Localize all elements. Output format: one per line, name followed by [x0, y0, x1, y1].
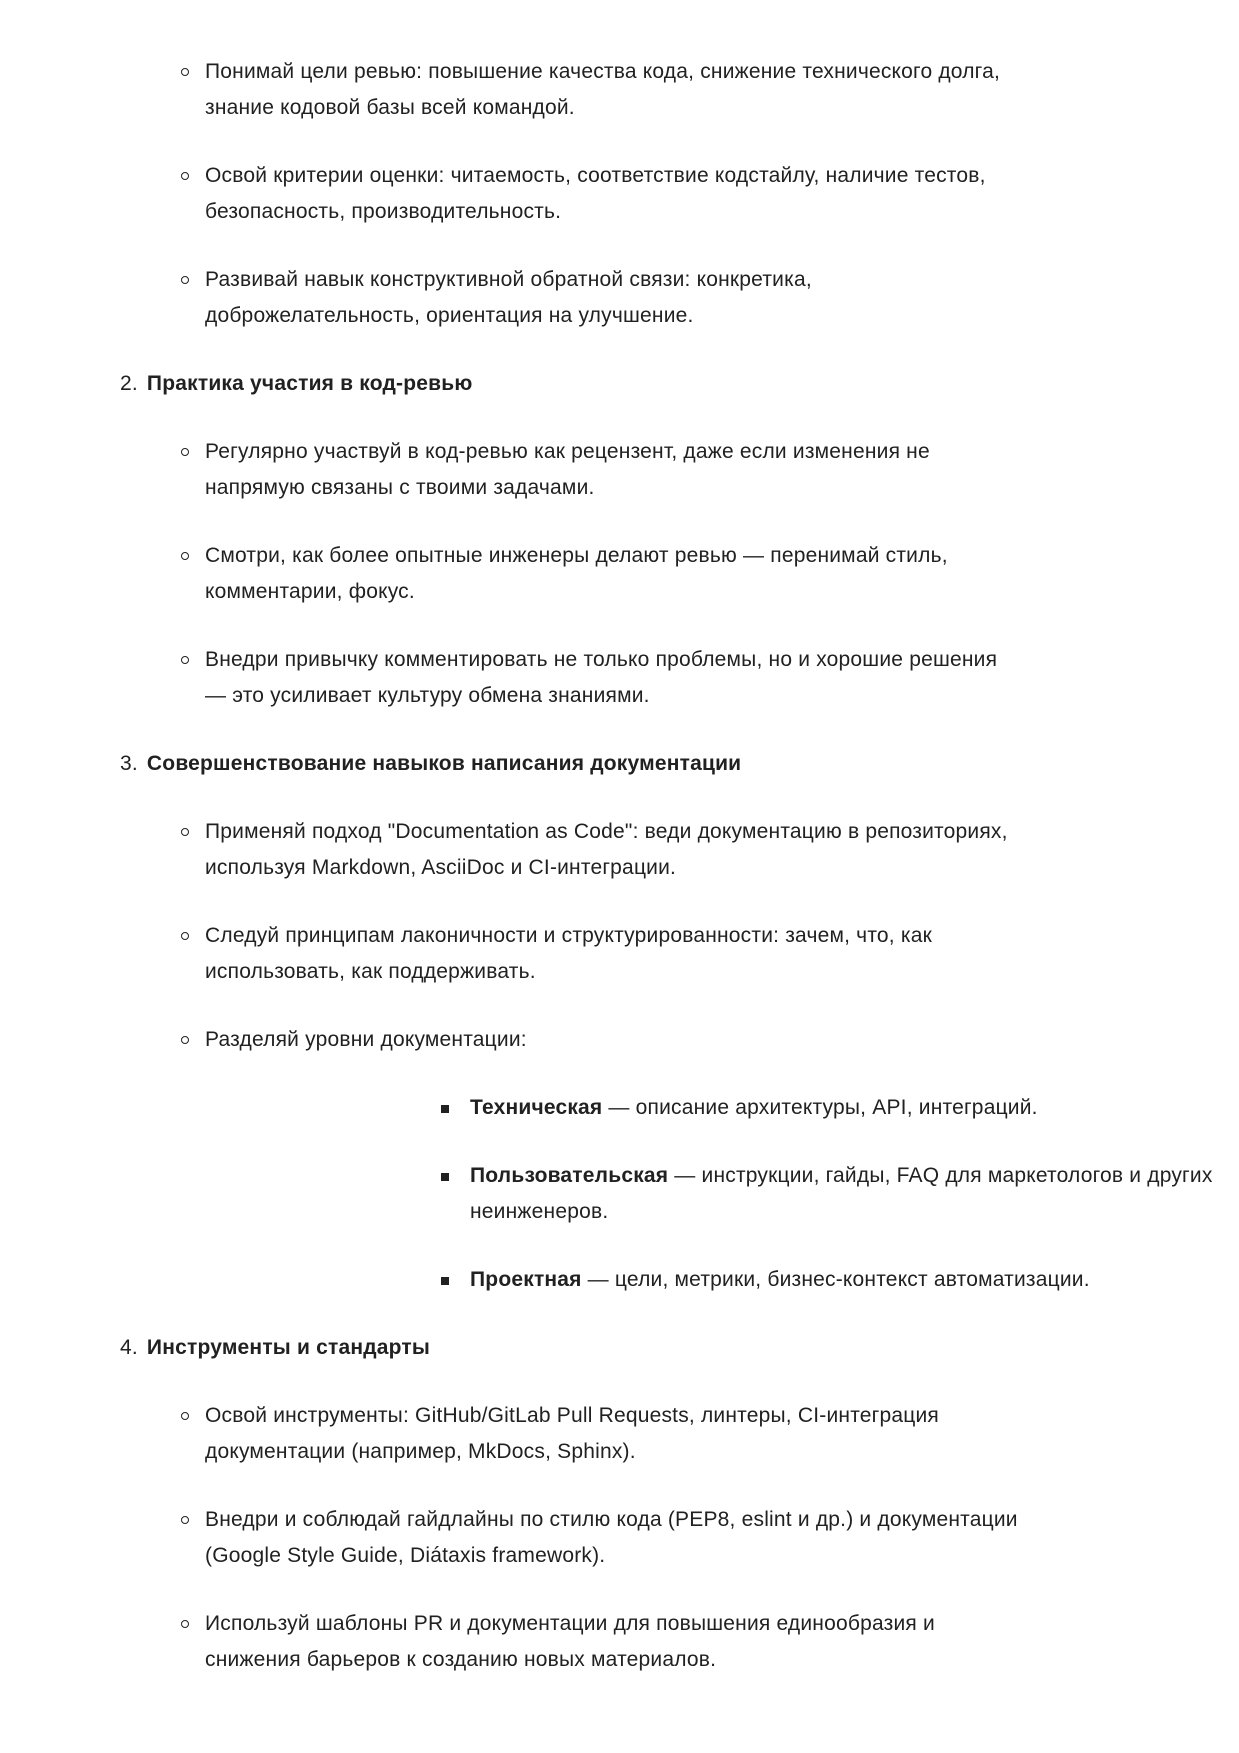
- term-description: — цели, метрики, бизнес-контекст автоматизации.: [581, 1268, 1090, 1291]
- text-line: Следуй принципам лаконичности и структурированности: зачем, что, как: [205, 924, 932, 947]
- text-line: использовать, как поддерживать.: [205, 960, 536, 983]
- text-line: Применяй подход "Documentation as Code": веди документацию в репозиториях,: [205, 820, 1008, 843]
- text-line: Внедри и соблюдай гайдлайны по стилю кода (PEP8, eslint и др.) и документации: [205, 1508, 1018, 1531]
- text-line: документации (например, MkDocs, Sphinx).: [205, 1440, 636, 1463]
- circle-bullet-icon: [181, 1412, 189, 1420]
- text-line: Освой критерии оценки: читаемость, соответствие кодстайлу, наличие тестов,: [205, 164, 986, 187]
- text-line: комментарии, фокус.: [205, 580, 415, 603]
- bullet-text: [205, 642, 1239, 714]
- bullet-text: [205, 538, 1239, 610]
- list-item: [0, 1606, 1239, 1678]
- text-line: [470, 1158, 1239, 1194]
- circle-bullet-icon: [181, 1620, 189, 1628]
- term-description: — инструкции, гайды, FAQ для маркетологов и других: [668, 1164, 1213, 1187]
- list-item: [0, 1502, 1239, 1574]
- section-number: 4.: [120, 1336, 138, 1359]
- list-item: [0, 54, 1239, 126]
- text-line: неинженеров.: [470, 1200, 609, 1223]
- text-line: напрямую связаны с твоими задачами.: [205, 476, 595, 499]
- documentation-levels-sublist: [205, 1090, 1239, 1298]
- sub-bullet-text: [470, 1262, 1239, 1298]
- circle-bullet-icon: [181, 932, 189, 940]
- circle-bullet-icon: [181, 68, 189, 76]
- bold-term: Проектная: [470, 1268, 582, 1291]
- bullet-text: [205, 262, 1239, 334]
- sub-bullet-text: [470, 1090, 1239, 1126]
- bullet-text: [205, 918, 1239, 990]
- text-line: — это усиливает культуру обмена знаниями.: [205, 684, 650, 707]
- square-bullet-icon: [441, 1173, 449, 1181]
- term-description: — описание архитектуры, API, интеграций.: [602, 1096, 1038, 1119]
- list-item: [0, 1022, 1239, 1298]
- list-item: [0, 158, 1239, 230]
- bullet-text: [205, 158, 1239, 230]
- bullet-text: [205, 814, 1239, 886]
- bullet-text: [205, 1502, 1239, 1574]
- circle-bullet-icon: [181, 828, 189, 836]
- list-item: [205, 1262, 1239, 1298]
- circle-bullet-icon: [181, 1516, 189, 1524]
- sub-bullet-text: [470, 1158, 1239, 1230]
- section-title: Практика участия в код-ревью: [146, 372, 473, 395]
- text-line: Внедри привычку комментировать не только проблемы, но и хорошие решения: [205, 648, 998, 671]
- list-item: [0, 642, 1239, 714]
- section-2-bullet-list: [0, 434, 1239, 714]
- text-line: [470, 1090, 1239, 1126]
- square-bullet-icon: [441, 1105, 449, 1113]
- section-3-heading: [0, 746, 1239, 782]
- section-number: 3.: [120, 752, 138, 775]
- bullet-text: [205, 54, 1239, 126]
- bold-term: Техническая: [470, 1096, 603, 1119]
- bullet-text: [205, 434, 1239, 506]
- bold-term: Пользовательская: [470, 1164, 669, 1187]
- bullet-text: [205, 1398, 1239, 1470]
- circle-bullet-icon: [181, 552, 189, 560]
- square-bullet-icon: [441, 1277, 449, 1285]
- text-line: Развивай навык конструктивной обратной связи: конкретика,: [205, 268, 812, 291]
- section-3-bullet-list: [0, 814, 1239, 1298]
- circle-bullet-icon: [181, 172, 189, 180]
- circle-bullet-icon: [181, 448, 189, 456]
- intro-bullet-list: [0, 54, 1239, 334]
- list-item: [0, 918, 1239, 990]
- bullet-text: [205, 1022, 1239, 1058]
- text-line: Регулярно участвуй в код-ревью как рецензент, даже если изменения не: [205, 440, 930, 463]
- list-item: [0, 538, 1239, 610]
- list-item: [205, 1158, 1239, 1230]
- text-line: (Google Style Guide, Diátaxis framework).: [205, 1544, 606, 1567]
- section-2-heading: [0, 366, 1239, 402]
- section-4-heading: [0, 1330, 1239, 1366]
- text-line: снижения барьеров к созданию новых материалов.: [205, 1648, 717, 1671]
- text-line: Разделяй уровни документации:: [205, 1028, 527, 1051]
- text-line: знание кодовой базы всей командой.: [205, 96, 575, 119]
- list-item: [0, 814, 1239, 886]
- section-number: 2.: [120, 372, 138, 395]
- section-4-bullet-list: [0, 1398, 1239, 1678]
- text-line: Используй шаблоны PR и документации для повышения единообразия и: [205, 1612, 935, 1635]
- circle-bullet-icon: [181, 1036, 189, 1044]
- text-line: Смотри, как более опытные инженеры делают ревью — перенимай стиль,: [205, 544, 948, 567]
- text-line: Понимай цели ревью: повышение качества кода, снижение технического долга,: [205, 60, 1000, 83]
- circle-bullet-icon: [181, 656, 189, 664]
- text-line: [470, 1262, 1239, 1298]
- section-title: Инструменты и стандарты: [146, 1336, 431, 1359]
- circle-bullet-icon: [181, 276, 189, 284]
- list-item: [0, 1398, 1239, 1470]
- text-line: доброжелательность, ориентация на улучшение.: [205, 304, 694, 327]
- list-item: [205, 1090, 1239, 1126]
- list-item: [0, 434, 1239, 506]
- text-line: Освой инструменты: GitHub/GitLab Pull Requests, линтеры, CI-интеграция: [205, 1404, 939, 1427]
- text-line: используя Markdown, AsciiDoc и CI-интеграции.: [205, 856, 677, 879]
- text-line: безопасность, производительность.: [205, 200, 562, 223]
- bullet-text: [205, 1606, 1239, 1678]
- list-item: [0, 262, 1239, 334]
- section-title: Совершенствование навыков написания документации: [146, 752, 742, 775]
